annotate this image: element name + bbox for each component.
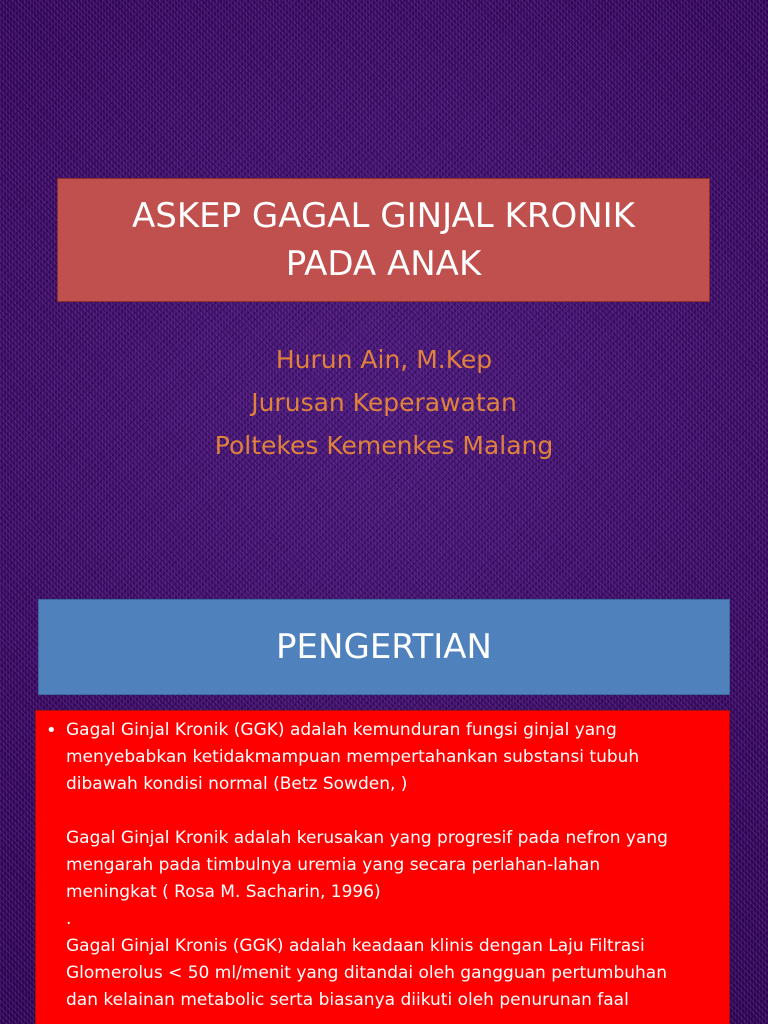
author-name: Hurun Ain, M.Kep (275, 345, 493, 374)
department-name: Jurusan Keperawatan (251, 388, 517, 417)
separator-dot: . (66, 909, 72, 929)
definition-paragraph-3: Gagal Ginjal Kronis (GGK) adalah keadaan klinis dengan Laju Filtrasi Glomerolus < 50 ml/menit yang ditandai oleh gangguan pertumbuhan dan kelainan metabolic serta biasanya diikuti oleh penurunan faal (66, 936, 667, 1010)
slide-title: ASKEP GAGAL GINJAL KRONIK PADA ANAK (132, 196, 635, 284)
section-heading: PENGERTIAN (276, 627, 492, 667)
section-heading-box (38, 599, 730, 695)
definition-paragraph-1: Gagal Ginjal Kronik (GGK) adalah kemunduran fungsi ginjal yang menyebabkan ketidakmampuan mempertahankan substansi tubuh dibawah kondisi normal (Betz Sowden, ) (66, 720, 640, 794)
title-box (57, 178, 710, 302)
subtitle-block (0, 338, 768, 467)
content-box (35, 710, 730, 1024)
bullet-body (66, 717, 716, 1014)
bullet-icon: • (46, 720, 57, 741)
definition-paragraph-2: Gagal Ginjal Kronik adalah kerusakan yang progresif pada nefron yang mengarah pada timbulnya uremia yang secara perlahan-lahan meningkat ( Rosa M. Sacharin, 1996) (66, 828, 668, 902)
institution-name: Poltekes Kemenkes Malang (214, 431, 554, 460)
definition-slide (0, 580, 768, 1024)
